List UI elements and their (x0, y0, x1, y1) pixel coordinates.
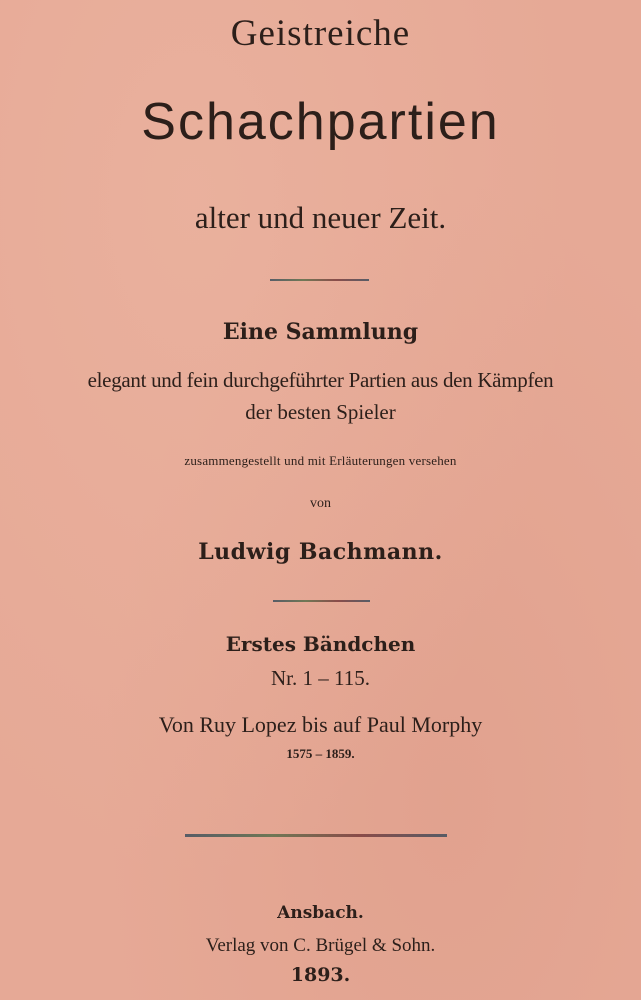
divider-rule-1 (270, 279, 369, 281)
divider-rule-3 (185, 834, 447, 837)
description-line-1: elegant und fein durchgeführter Partien aus den Kämpfen (87, 368, 554, 392)
volume-years: 1575 – 1859. (286, 746, 355, 761)
by-label: von (310, 496, 331, 511)
title-line-3: alter und neuer Zeit. (194, 200, 447, 235)
description-line-3: zusammengestellt und mit Erläuterungen versehen (184, 453, 457, 468)
volume-range: Von Ruy Lopez bis auf Paul Morphy (158, 712, 483, 737)
title-line-1: Geistreiche (230, 13, 411, 54)
author-name: Ludwig Bachmann. (198, 539, 443, 565)
imprint-year: 1893. (290, 964, 351, 986)
volume-numbers: Nr. 1 – 115. (271, 666, 370, 690)
description-line-2: der besten Spieler (245, 400, 396, 424)
imprint-publisher: Verlag von C. Brügel & Sohn. (205, 935, 436, 956)
title-line-2: Schachpartien (141, 93, 500, 151)
collection-heading: Eine Sammlung (222, 319, 419, 345)
imprint-place: Ansbach. (277, 903, 364, 923)
divider-rule-2 (273, 600, 370, 602)
volume-title: Erstes Bändchen (225, 632, 416, 656)
